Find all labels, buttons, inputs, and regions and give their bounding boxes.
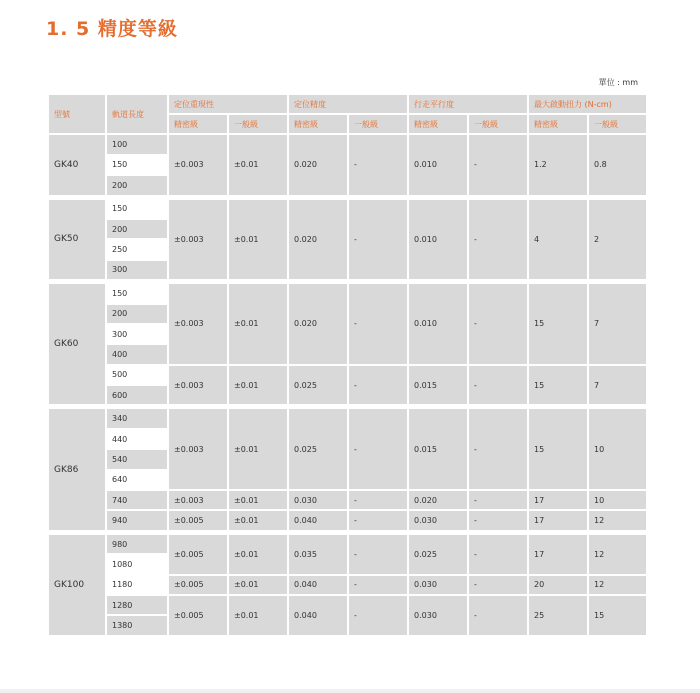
length-cell: 400 [107,345,169,365]
header-precision: 精密級 [289,115,349,135]
length-cell: 340 [107,409,169,429]
header-normal: 一般級 [229,115,289,135]
position-precision-cell: 0.020 [289,284,349,366]
torque-precision-cell: 15 [529,366,589,407]
torque-normal-cell: 10 [589,409,648,491]
parallel-normal-cell: - [469,409,529,491]
position-normal-cell: - [349,409,409,491]
length-cell: 440 [107,430,169,450]
header-precision: 精密級 [169,115,229,135]
repeat-precision-cell: ±0.003 [169,284,229,366]
repeat-precision-cell: ±0.005 [169,535,229,576]
table-row [49,576,648,596]
header-parallelism: 行走平行度 [409,95,529,115]
parallel-precision-cell: 0.030 [409,596,469,637]
table-row [49,596,648,616]
position-precision-cell: 0.030 [289,491,349,511]
length-cell: 300 [107,325,169,345]
table-row [49,366,648,386]
position-precision-cell: 0.040 [289,596,349,637]
position-normal-cell: - [349,596,409,637]
header-repeatability: 定位重現性 [169,95,289,115]
repeat-precision-cell: ±0.003 [169,366,229,407]
repeat-normal-cell: ±0.01 [229,596,289,637]
torque-precision-cell: 17 [529,535,589,576]
length-cell: 150 [107,284,169,304]
model-cell: GK86 [49,409,107,531]
position-precision-cell: 0.035 [289,535,349,576]
parallel-precision-cell: 0.025 [409,535,469,576]
length-cell: 1380 [107,616,169,636]
position-precision-cell: 0.020 [289,135,349,196]
torque-precision-cell: 25 [529,596,589,637]
header-model: 型號 [49,95,107,135]
table-row [49,491,648,511]
length-cell: 150 [107,156,169,176]
table-row [49,135,648,155]
model-cell: GK50 [49,200,107,282]
repeat-precision-cell: ±0.005 [169,511,229,531]
length-cell: 1180 [107,576,169,596]
parallel-normal-cell: - [469,576,529,596]
torque-normal-cell: 12 [589,535,648,576]
length-cell: 500 [107,366,169,386]
length-cell: 200 [107,176,169,196]
torque-precision-cell: 17 [529,511,589,531]
header-torque: 最大啟動扭力 (N-cm) [529,95,648,115]
position-normal-cell: - [349,576,409,596]
repeat-precision-cell: ±0.003 [169,409,229,491]
parallel-normal-cell: - [469,491,529,511]
position-precision-cell: 0.040 [289,511,349,531]
parallel-precision-cell: 0.010 [409,284,469,366]
precision-grade-table [49,95,648,637]
repeat-normal-cell: ±0.01 [229,409,289,491]
section-title: 1. 5 精度等級 [46,18,178,40]
torque-normal-cell: 10 [589,491,648,511]
parallel-precision-cell: 0.030 [409,576,469,596]
torque-normal-cell: 7 [589,284,648,366]
parallel-precision-cell: 0.015 [409,409,469,491]
repeat-normal-cell: ±0.01 [229,511,289,531]
repeat-normal-cell: ±0.01 [229,284,289,366]
torque-precision-cell: 15 [529,284,589,366]
table-row [49,284,648,304]
torque-normal-cell: 0.8 [589,135,648,196]
torque-precision-cell: 15 [529,409,589,491]
header-normal: 一般級 [349,115,409,135]
position-normal-cell: - [349,135,409,196]
torque-normal-cell: 12 [589,511,648,531]
parallel-normal-cell: - [469,596,529,637]
repeat-normal-cell: ±0.01 [229,491,289,511]
length-cell: 150 [107,200,169,220]
torque-precision-cell: 1.2 [529,135,589,196]
header-precision: 精密級 [529,115,589,135]
length-cell: 100 [107,135,169,155]
repeat-normal-cell: ±0.01 [229,200,289,282]
length-cell: 1280 [107,596,169,616]
length-cell: 600 [107,386,169,406]
parallel-precision-cell: 0.010 [409,135,469,196]
parallel-precision-cell: 0.015 [409,366,469,407]
length-cell: 200 [107,220,169,240]
position-precision-cell: 0.040 [289,576,349,596]
parallel-precision-cell: 0.030 [409,511,469,531]
header-normal: 一般級 [589,115,648,135]
torque-precision-cell: 20 [529,576,589,596]
repeat-precision-cell: ±0.003 [169,135,229,196]
repeat-normal-cell: ±0.01 [229,576,289,596]
table-row [49,535,648,555]
parallel-normal-cell: - [469,135,529,196]
torque-normal-cell: 2 [589,200,648,282]
parallel-normal-cell: - [469,511,529,531]
length-cell: 740 [107,491,169,511]
parallel-precision-cell: 0.010 [409,200,469,282]
position-normal-cell: - [349,535,409,576]
parallel-normal-cell: - [469,284,529,366]
table-row [49,409,648,429]
length-cell: 640 [107,471,169,491]
repeat-precision-cell: ±0.005 [169,576,229,596]
header-normal: 一般級 [469,115,529,135]
position-precision-cell: 0.020 [289,200,349,282]
length-cell: 300 [107,261,169,281]
length-cell: 540 [107,450,169,470]
length-cell: 940 [107,511,169,531]
header-position-accuracy: 定位精度 [289,95,409,115]
torque-precision-cell: 4 [529,200,589,282]
model-cell: GK60 [49,284,107,406]
position-normal-cell: - [349,366,409,407]
table-row [49,200,648,220]
torque-normal-cell: 12 [589,576,648,596]
torque-normal-cell: 7 [589,366,648,407]
position-normal-cell: - [349,511,409,531]
parallel-precision-cell: 0.020 [409,491,469,511]
position-normal-cell: - [349,491,409,511]
model-cell: GK100 [49,535,107,637]
unit-label: 單位 : mm [598,78,638,87]
repeat-precision-cell: ±0.003 [169,200,229,282]
repeat-normal-cell: ±0.01 [229,135,289,196]
position-precision-cell: 0.025 [289,409,349,491]
table-row [49,511,648,531]
repeat-normal-cell: ±0.01 [229,366,289,407]
header-precision: 精密級 [409,115,469,135]
model-cell: GK40 [49,135,107,196]
position-normal-cell: - [349,284,409,366]
header-length: 軌道長度 [107,95,169,135]
parallel-normal-cell: - [469,366,529,407]
repeat-precision-cell: ±0.005 [169,596,229,637]
repeat-normal-cell: ±0.01 [229,535,289,576]
parallel-normal-cell: - [469,535,529,576]
torque-precision-cell: 17 [529,491,589,511]
repeat-precision-cell: ±0.003 [169,491,229,511]
torque-normal-cell: 15 [589,596,648,637]
length-cell: 1080 [107,555,169,575]
length-cell: 200 [107,305,169,325]
parallel-normal-cell: - [469,200,529,282]
length-cell: 980 [107,535,169,555]
position-normal-cell: - [349,200,409,282]
position-precision-cell: 0.025 [289,366,349,407]
length-cell: 250 [107,240,169,260]
page-bottom-divider [0,689,700,693]
